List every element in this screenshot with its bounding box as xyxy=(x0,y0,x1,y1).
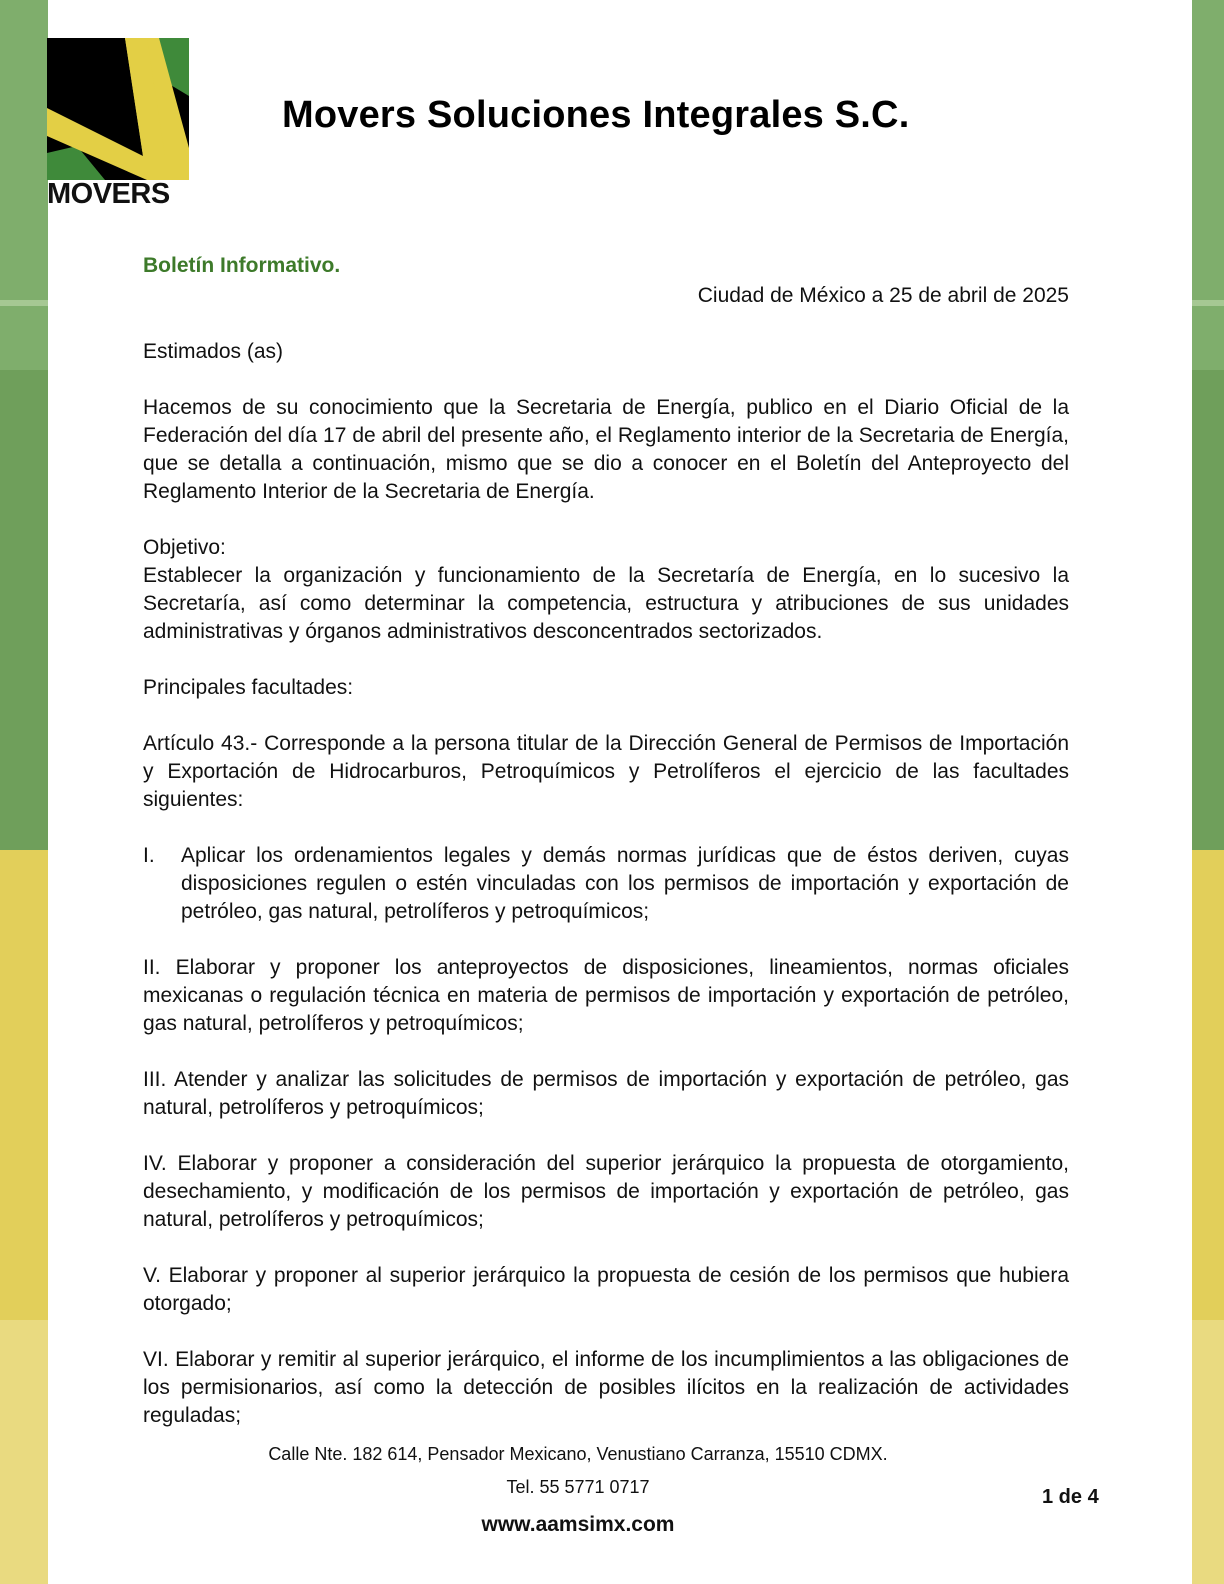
company-name: Movers Soluciones Integrales S.C. xyxy=(282,94,910,136)
document-date: Ciudad de México a 25 de abril de 2025 xyxy=(697,284,1069,307)
list-item xyxy=(143,842,1069,926)
list-item-number: I. xyxy=(143,844,155,867)
article-paragraph: Artículo 43.- Corresponde a la persona titular de la Dirección General de Permisos de Importación y Exportación de Hidrocarburos, Petroquímicos y Petrolíferos el ejercicio de las facultades siguientes: xyxy=(143,732,1069,811)
list-item: IV. Elaborar y proponer a consideración del superior jerárquico la propuesta de otorgamiento, desechamiento, y modificación de los permisos de importación y exportación de petróleo, gas natural, petrolíferos y petroquímicos; xyxy=(143,1152,1069,1231)
footer-address: Calle Nte. 182 614, Pensador Mexicano, Venustiano Carranza, 15510 CDMX. xyxy=(268,1444,888,1464)
objective-text: Establecer la organización y funcionamiento de la Secretaría de Energía, en lo sucesivo la Secretaría, así como determinar la competencia, estructura y atribuciones de sus unidades administrativas y órganos administrativos desconcentrados sectorizados. xyxy=(143,564,1069,643)
page-number: 1 de 4 xyxy=(1042,1486,1099,1508)
objective-label: Objetivo: xyxy=(143,536,226,559)
company-logo xyxy=(47,38,189,210)
bulletin-title: Boletín Informativo. xyxy=(143,254,341,277)
logo-wordmark: MOVERS xyxy=(47,178,170,210)
list-item: II. Elaborar y proponer los anteproyectos de disposiciones, lineamientos, normas oficiales mexicanas o regulación técnica en materia de permisos de importación y exportación de petróleo, gas natural, petrolíferos y petroquímicos; xyxy=(143,956,1069,1035)
logo-mark xyxy=(47,38,189,180)
faculties-label: Principales facultades: xyxy=(143,676,354,699)
left-decorative-band xyxy=(0,0,48,1584)
list-item-text: Aplicar los ordenamientos legales y demás normas jurídicas que de éstos deriven, cuyas disposiciones regulen o estén vinculadas con los permisos de importación y exportación de petróleo, gas natural, petrolíferos y petroquímicos; xyxy=(181,844,1069,923)
objective-section xyxy=(143,534,1069,646)
list-item: III. Atender y analizar las solicitudes de permisos de importación y exportación de petróleo, gas natural, petrolíferos y petroquímicos; xyxy=(143,1068,1069,1119)
greeting: Estimados (as) xyxy=(143,340,284,363)
footer-phone: Tel. 55 5771 0717 xyxy=(506,1477,650,1497)
footer-website-link[interactable]: www.aamsimx.com xyxy=(481,1513,675,1536)
list-item: V. Elaborar y proponer al superior jerárquico la propuesta de cesión de los permisos que hubiera otorgado; xyxy=(143,1264,1069,1315)
list-item: VI. Elaborar y remitir al superior jerárquico, el informe de los incumplimientos a las obligaciones de los permisionarios, así como la detección de posibles ilícitos en la realización de actividades reguladas; xyxy=(143,1348,1069,1427)
right-decorative-band xyxy=(1192,0,1224,1584)
document-body xyxy=(143,252,1069,1430)
intro-paragraph: Hacemos de su conocimiento que la Secretaria de Energía, publico en el Diario Oficial de la Federación del día 17 de abril del presente año, el Reglamento interior de la Secretaria de Energía, que se detalla a continuación, mismo que se dio a conocer en el Boletín del Anteproyecto del Reglamento Interior de la Secretaria de Energía. xyxy=(143,396,1069,503)
